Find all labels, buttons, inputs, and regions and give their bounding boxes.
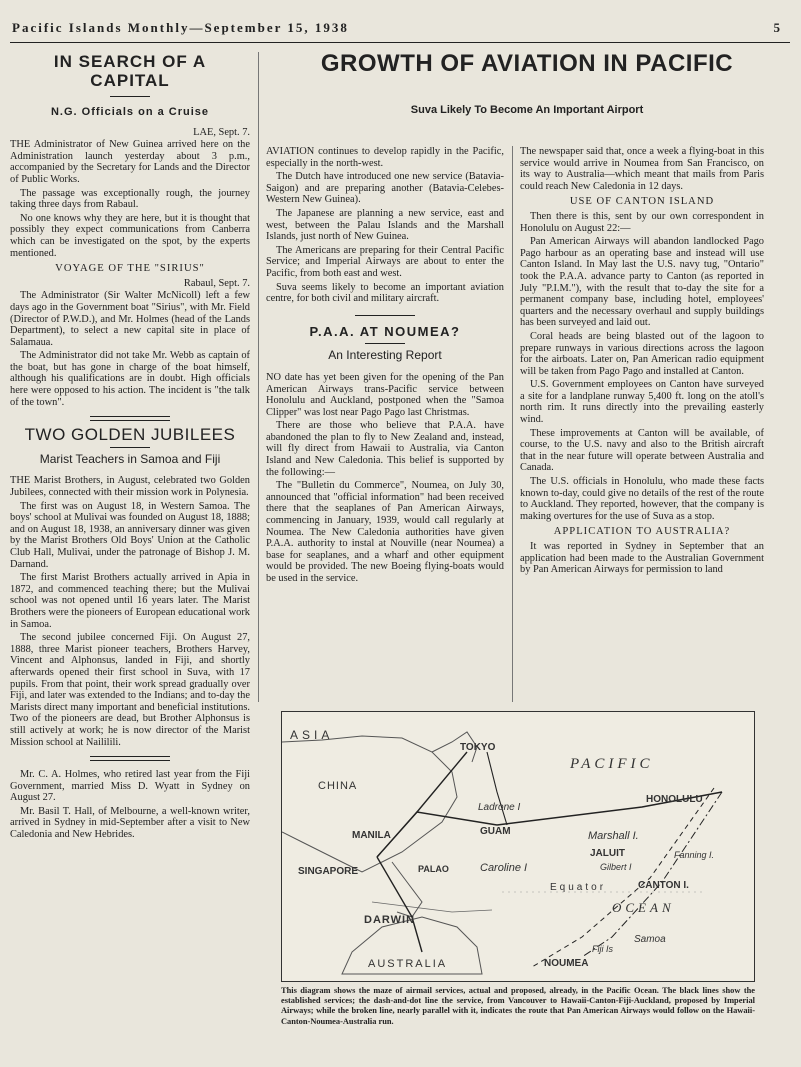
article-paragraph: It was reported in Sydney in September that an application had been made to the Australian Government by Pan American Airways for permission to land	[520, 541, 764, 576]
divider	[365, 343, 405, 344]
running-title: Pacific Islands Monthly—September 15, 1938	[12, 20, 349, 35]
header-rule	[10, 42, 790, 43]
news-note: Mr. C. A. Holmes, who retired last year from the Fiji Government, married Miss D. Wyatt in Sydney on August 27.	[10, 769, 250, 804]
article-paragraph: Suva seems likely to become an important aviation centre, for both civil and military aircraft.	[266, 281, 504, 305]
label-honolulu: HONOLULU	[646, 794, 703, 805]
article-paragraph: The "Bulletin du Commerce", Noumea, on July 30, announced that "official information" had been received there that the seaplanes of Pan American Airways, commencing in January, 1939, would call regularly at Noumea. The New Caledonia authorities have given P.A.A. authority to instal at Nouville (near Noumea) a base for seaplanes, and a wharf and other equipment would be provided. The new Boeing flying-boats would be used in the service.	[266, 480, 504, 584]
aviation-headline: GROWTH OF AVIATION IN PACIFIC	[320, 50, 734, 77]
article-paragraph: The first Marist Brothers actually arrived in Apia in 1872, and commenced teaching there; but the Mulivai school was not opened until 16 years later. The Marist Brothers were the pioneers of European educational work in Samoa.	[10, 572, 250, 630]
route-guam-manila	[377, 812, 497, 857]
news-note: Mr. Basil T. Hall, of Melbourne, a well-known writer, arrived in Sydney in mid-September after a visit to New Caledonia and New Hebrides.	[10, 805, 250, 841]
label-asia: ASIA	[290, 728, 334, 742]
article-paragraph: Coral heads are being blasted out of the lagoon to prepare runways in various directions across the lagoon for the airboats. Later on, Pan American radio equipment will be taken from Pago Pago and installed at Canton.	[520, 330, 764, 377]
route-pan-american	[532, 788, 714, 967]
article-paragraph: The Administrator (Sir Walter McNicoll) left a few days ago in the Government boat "Sirius", with Mr. Field (Director of P.W.D.), and Mr. Holmes (head of the Lands Department), to select a new capital site in place of Salamaua.	[10, 290, 250, 348]
divider	[355, 315, 415, 316]
dateline-rabaul: Rabaul, Sept. 7.	[183, 277, 250, 289]
column-separator	[258, 52, 259, 702]
article-paragraph: U.S. Government employees on Canton have surveyed a site for a landplane runway 5,400 ft. long on the atoll's north rim. It runs directly into the prevailing easterly wind.	[520, 379, 764, 426]
article-paragraph: No one knows why they are here, but it is thought that possibly they expect communications from Canberra which can be investigated on the spot, by the experts mentioned.	[10, 212, 250, 259]
right-column	[520, 146, 764, 578]
label-guam: GUAM	[480, 826, 511, 837]
label-samoa: Samoa	[634, 934, 666, 945]
article-paragraph: The first was on August 18, in Western Samoa. The boys' school at Mulivai was founded on August 18, 1888; and on August 18, 1938, an anniversary dinner was given by the Marist Brothers Old Boys' Union at the Catholic Club Hall, Mulivai, under the patronage of Bishop J. M. Darnand.	[10, 500, 250, 570]
label-ladrone: Ladrone I	[478, 802, 521, 813]
jubilees-headline: TWO GOLDEN JUBILEES	[24, 425, 236, 445]
article-paragraph: The U.S. officials in Honolulu, who made these facts known to-day, could give no details of the rest of the route to Auckland. They reported, however, that the company is making overtures for the use of Suva as a stop.	[520, 476, 764, 522]
article-paragraph: The Americans are preparing for their Central Pacific Service; and Imperial Airways are about to enter the Pacific, from both east and west.	[266, 244, 504, 279]
article-paragraph: The passage was exceptionally rough, the journey taking three days from Rabaul.	[10, 187, 250, 211]
divider	[110, 447, 150, 448]
label-fiji: Fiji Is	[592, 944, 613, 954]
route-tokyo-pacific	[487, 752, 507, 825]
left-column	[10, 52, 250, 843]
label-manila: MANILA	[352, 830, 391, 841]
article-paragraph: THE Administrator of New Guinea arrived here on the Administration launch yesterday about 3 p.m., accompanied by the Secretary for Lands and the Director of Public Works.	[10, 139, 250, 185]
canton-subhead: USE OF CANTON ISLAND	[569, 196, 715, 208]
voyage-subhead: VOYAGE OF THE "SIRIUS"	[55, 263, 205, 275]
article-paragraph: THE Marist Brothers, in August, celebrated two Golden Jubilees, connected with their mission work in Polynesia.	[10, 475, 250, 499]
label-pacific: PACIFIC	[570, 756, 654, 772]
indonesia-islands	[372, 902, 492, 912]
article-paragraph: NO date has yet been given for the opening of the Pan American Airways trans-Pacific service between Honolulu and Auckland, postponed when the "Samoa Clipper" was lost near Pago Pago last Christmas.	[266, 371, 504, 418]
article-paragraph: The Administrator did not take Mr. Webb as captain of the boat, but has gone in charge of the boat himself, although his qualifications are in doubt. High officials here were opposed to his action. The incident is "the talk of the town".	[10, 350, 250, 408]
double-rule	[90, 756, 170, 761]
label-gilbert: Gilbert I	[600, 862, 632, 872]
article-paragraph: The Dutch have introduced one new service (Batavia-Saigon) and are preparing another (Batavia-Celebes-Western New Guinea).	[266, 171, 504, 206]
label-tokyo: TOKYO	[460, 742, 496, 753]
label-australia: AUSTRALIA	[368, 958, 448, 970]
capital-headline-line1: IN SEARCH OF A	[53, 52, 207, 71]
label-marshall: Marshall I.	[588, 830, 639, 842]
label-china: CHINA	[318, 780, 358, 792]
label-fanning: Fanning I.	[674, 850, 715, 860]
airmail-map	[281, 711, 755, 982]
running-head	[12, 20, 788, 40]
article-paragraph: There are those who believe that P.A.A. have abandoned the plan to fly to New Zealand and, instead, will fly direct from Hawaii to Australia, via Canton Island and New Caledonia. This belief is supported by the following:—	[266, 420, 504, 478]
paa-headline: P.A.A. AT NOUMEA?	[309, 323, 461, 339]
label-noumea: NOUMEA	[544, 958, 589, 969]
article-paragraph: The newspaper said that, once a week a flying-boat in this service would arrive in Noumea from San Francisco, on its way to Australia—which meant that mails from Paris could reach New Caledonia in 12 days.	[520, 146, 764, 192]
article-paragraph: Then there is this, sent by our own correspondent in Honolulu on August 22:—	[520, 210, 764, 234]
label-palau: PALAO	[418, 864, 449, 874]
map-caption: This diagram shows the maze of airmail services, actual and proposed, already, in the Pacific Ocean. The black lines show the established services; the dash-and-dot line the service, from Vancouver to Hawaii-Canton-Fiji-Auckland, proposed by Imperial Airways; while the broken line, nearly parallel with it, indicates the route that Pan American Airways would follow on the Hawaii-Canton-Noumea-Australia run.	[281, 986, 755, 1026]
article-paragraph: AVIATION continues to develop rapidly in the Pacific, especially in the north-west.	[266, 146, 504, 169]
article-paragraph: Pan American Airways will abandon landlocked Pago Pago harbour as an operating base and instead will use Canton Island. In May last the U.S. navy tug, "Ontario" took the P.A.A. advance party to Canton (as reported in July "P.I.M."), with the result that to-day the site for a permanent company base, including hotel, employees' quarters and the necessary overhaul and supply buildings has been surveyed and laid out.	[520, 236, 764, 329]
jubilees-subtitle: Marist Teachers in Samoa and Fiji	[39, 451, 221, 466]
divider	[110, 96, 150, 97]
page-number: 5	[773, 20, 782, 35]
article-paragraph: The second jubilee concerned Fiji. On August 27, 1888, three Marist pioneer teachers, Brothers Harvey, Vincent and Alphonsus, landed in Fiji, and shortly afterwards opened their first school in Suva, with 17 pupils. From that point, their work spread gradually over Fiji, and later was extended to the Indians; and to-day the Marists direct many important and beneficial institutions. Two of the pioneers are dead, but Brother Alphonsus is still actively at work; he is now director of the Marist Mission school at Naililili.	[10, 632, 250, 748]
dateline-lae: LAE, Sept. 7.	[193, 126, 250, 138]
asia-coast	[282, 736, 457, 872]
label-darwin: DARWIN	[364, 914, 416, 926]
label-jaluit: JALUIT	[590, 848, 625, 859]
aviation-subtitle: Suva Likely To Become An Important Airport	[410, 104, 644, 116]
capital-headline-line2: CAPITAL	[90, 71, 170, 90]
article-paragraph: These improvements at Canton will be available, of course, to the U.S. navy and also to the British aircraft that in the near future will operate between Australia and Canada.	[520, 427, 764, 474]
label-caroline: Caroline I	[480, 862, 528, 874]
middle-column	[266, 146, 504, 587]
application-subhead: APPLICATION TO AUSTRALIA?	[553, 526, 731, 538]
label-canton: CANTON I.	[638, 880, 689, 891]
map-drawing	[282, 712, 754, 981]
capital-headline	[10, 52, 250, 90]
label-equator: Equator	[550, 882, 607, 893]
article-paragraph: The Japanese are planning a new service, east and west, between the Palau Islands and the Marshall Islands, just north of New Guinea.	[266, 207, 504, 243]
label-singapore: SINGAPORE	[298, 866, 359, 877]
capital-subtitle: N.G. Officials on a Cruise	[50, 106, 210, 118]
paa-subtitle: An Interesting Report	[328, 348, 442, 363]
route-imperial	[582, 792, 722, 957]
column-separator	[512, 146, 513, 702]
label-ocean: OCEAN	[612, 900, 675, 915]
double-rule	[90, 416, 170, 421]
